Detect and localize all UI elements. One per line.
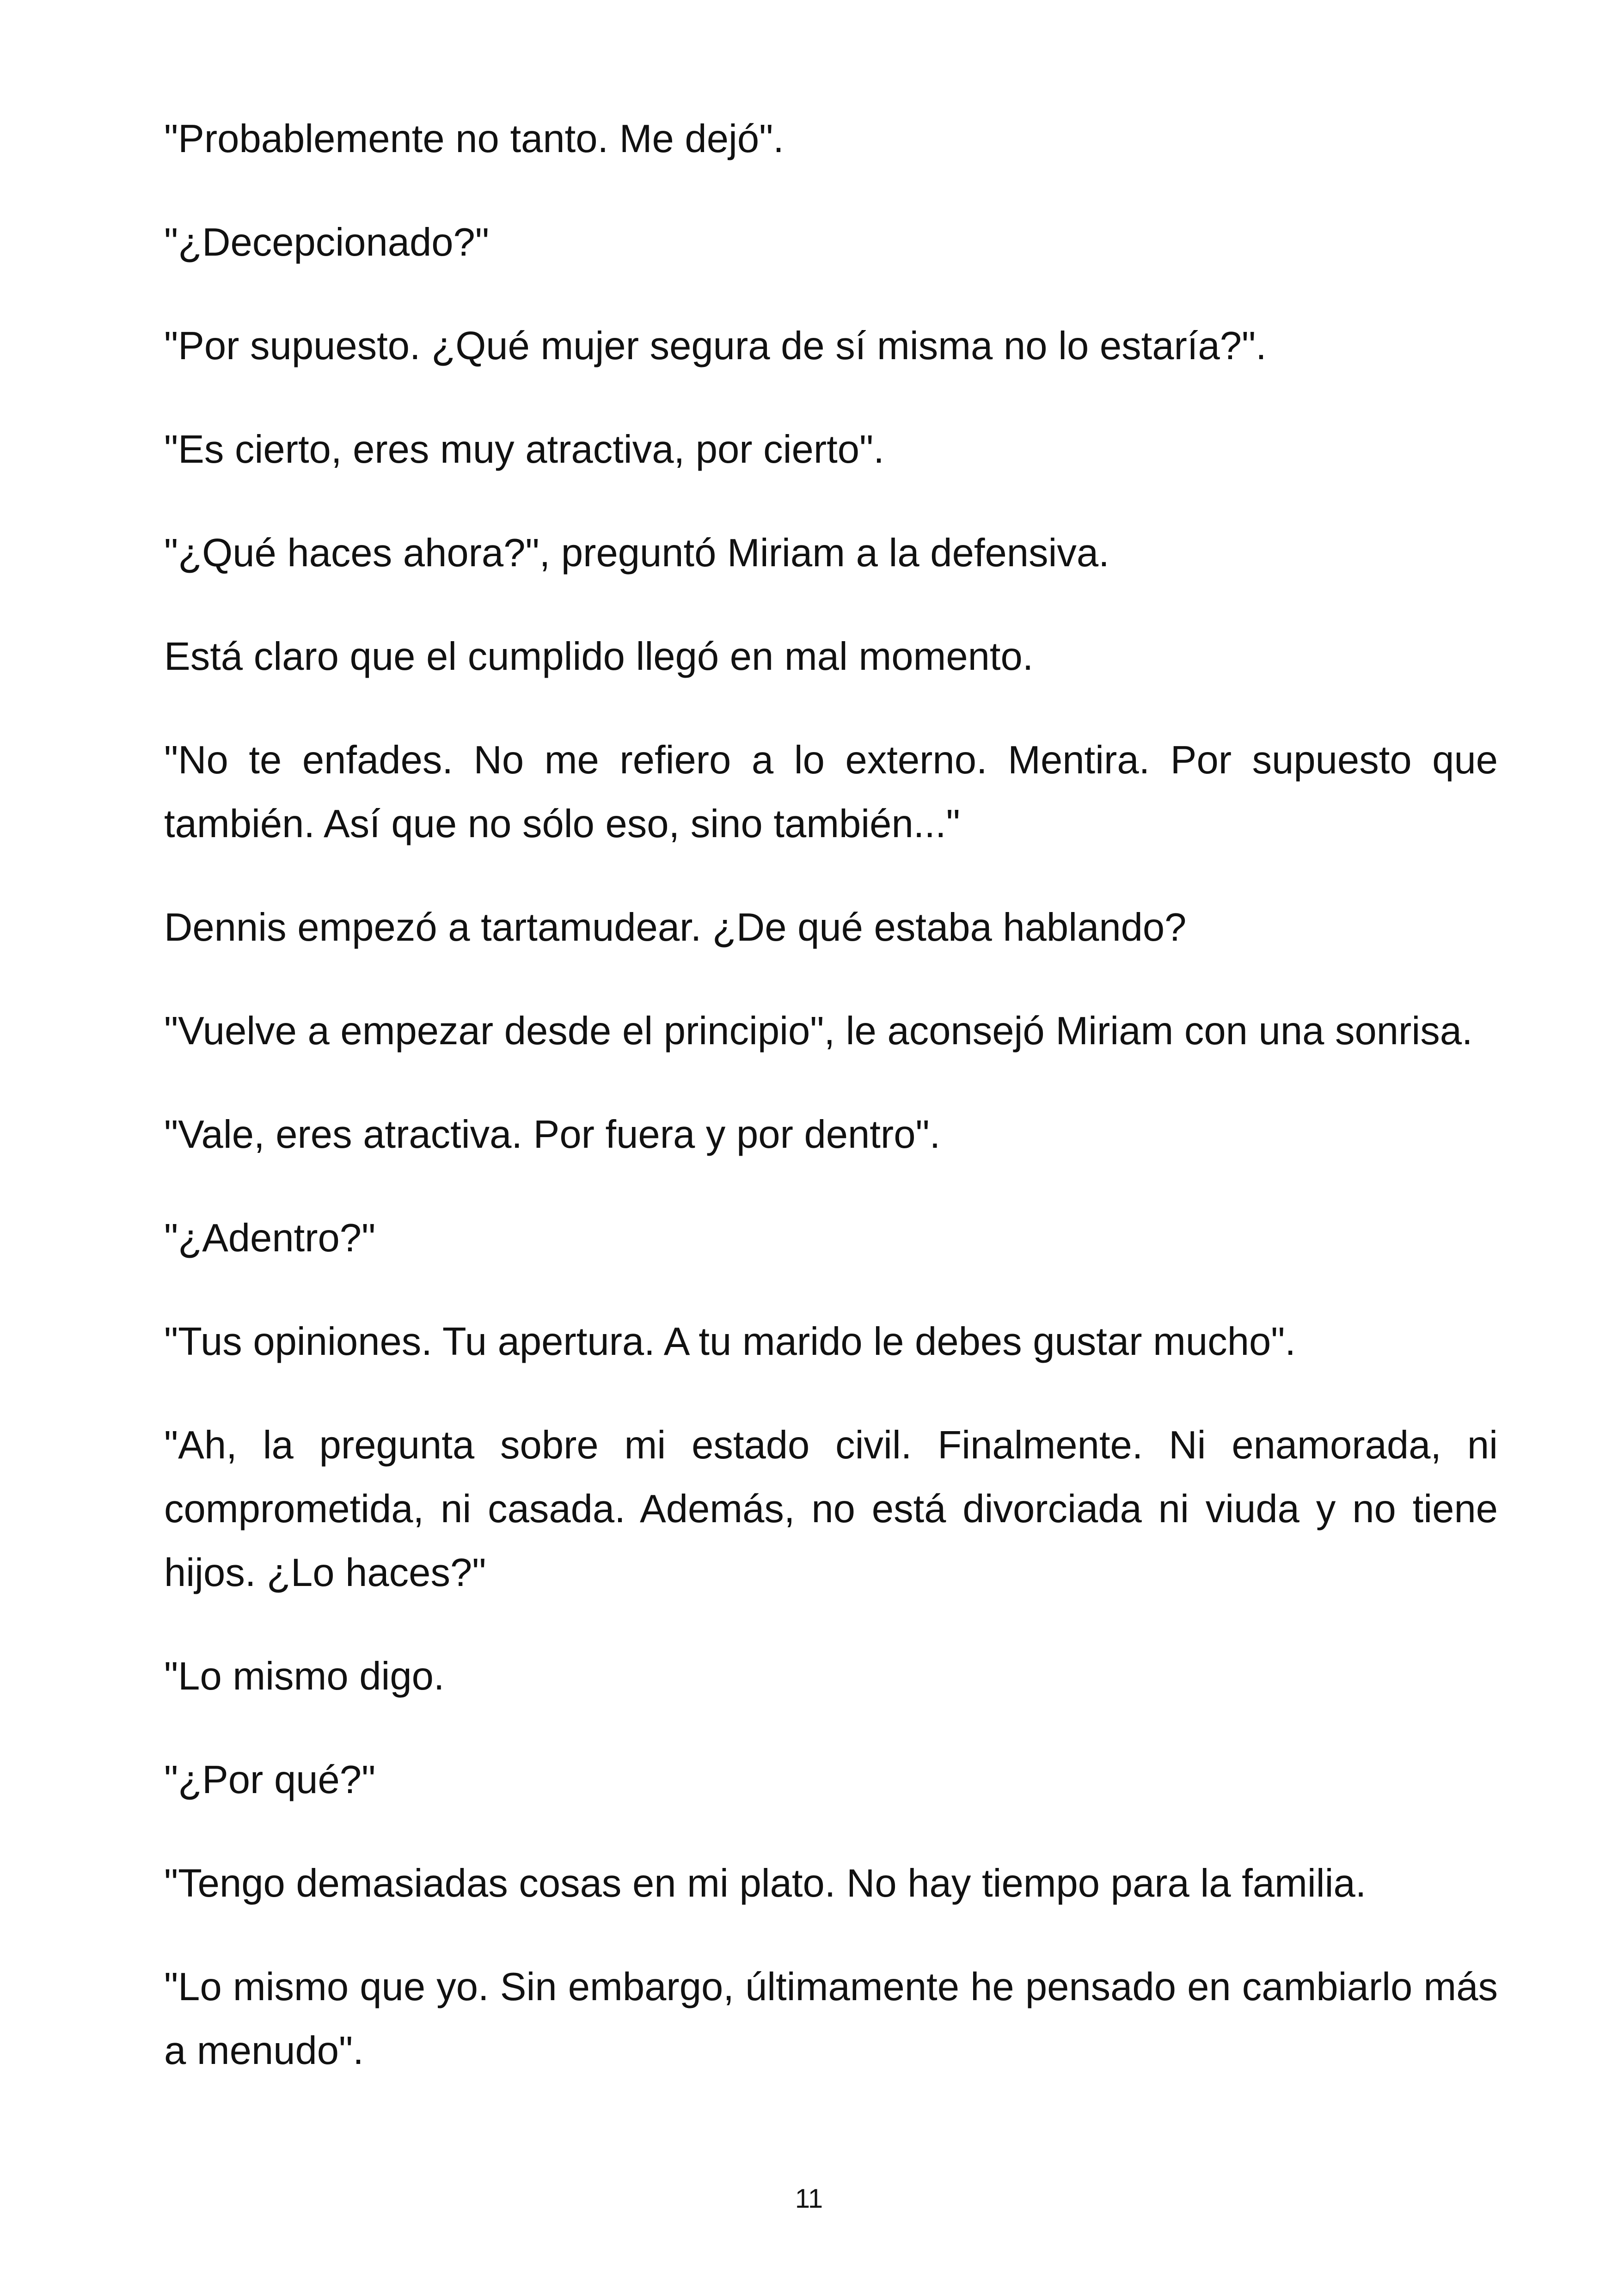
- paragraph: "¿Decepcionado?": [164, 220, 489, 264]
- paragraph: "Vale, eres atractiva. Por fuera y por dentro".: [164, 1113, 941, 1157]
- page-body-text: [164, 107, 1498, 2123]
- paragraph: "Lo mismo que yo. Sin embargo, últimamente he pensado en cambiarlo más a menudo".: [164, 1965, 1498, 2073]
- paragraph: "Por supuesto. ¿Qué mujer segura de sí misma no lo estaría?".: [164, 324, 1267, 368]
- paragraph: "Tus opiniones. Tu apertura. A tu marido le debes gustar mucho".: [164, 1320, 1296, 1364]
- paragraph: Está claro que el cumplido llegó en mal momento.: [164, 635, 1034, 679]
- paragraph: "Tengo demasiadas cosas en mi plato. No hay tiempo para la familia.: [164, 1861, 1367, 1905]
- paragraph: "¿Por qué?": [164, 1758, 376, 1802]
- paragraph: "Ah, la pregunta sobre mi estado civil. Finalmente. Ni enamorada, ni comprometida, ni casada. Además, no está divorciada ni viuda y no tiene hijos. ¿Lo haces?": [164, 1423, 1498, 1595]
- paragraph: "Lo mismo digo.: [164, 1654, 445, 1698]
- paragraph: "¿Qué haces ahora?", preguntó Miriam a la defensiva.: [164, 531, 1109, 575]
- paragraph: "Probablemente no tanto. Me dejó".: [164, 117, 784, 161]
- paragraph: "Vuelve a empezar desde el principio", le aconsejó Miriam con una sonrisa.: [164, 1009, 1473, 1053]
- paragraph: "¿Adentro?": [164, 1216, 376, 1260]
- paragraph: Dennis empezó a tartamudear. ¿De qué estaba hablando?: [164, 906, 1187, 949]
- paragraph: "No te enfades. No me refiero a lo externo. Mentira. Por supuesto que también. Así que no sólo eso, sino también...": [164, 738, 1498, 846]
- page-number: 11: [795, 2184, 823, 2214]
- paragraph: "Es cierto, eres muy atractiva, por cierto".: [164, 428, 884, 471]
